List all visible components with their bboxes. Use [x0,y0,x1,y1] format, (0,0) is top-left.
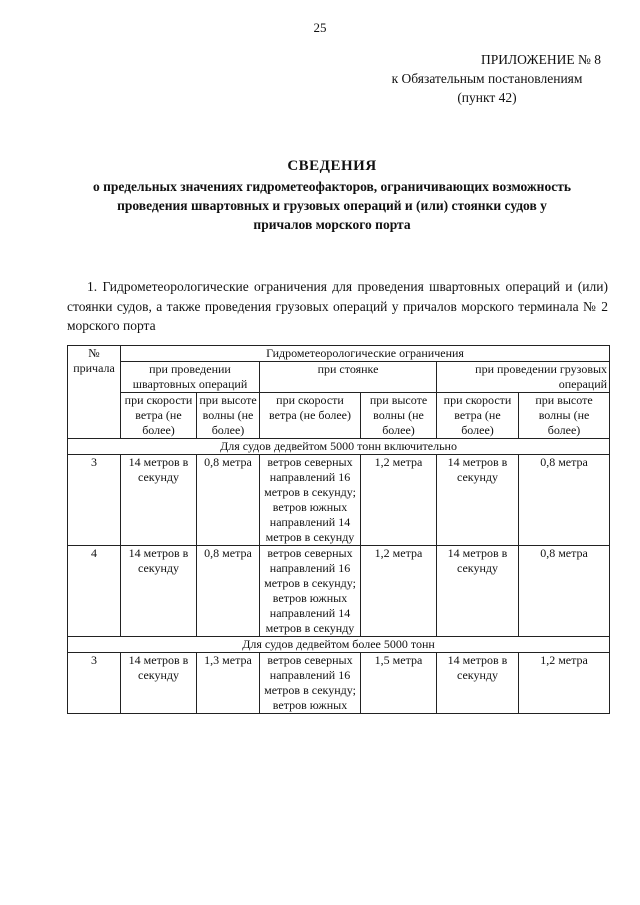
header-anchoring: при стоянке [260,362,437,393]
header-wind-speed: при скорости ветра (не более) [121,393,197,439]
cell-mooring-wind: 14 метров в секунду [121,653,197,714]
cell-berth: 3 [68,653,121,714]
cell-mooring-wave: 0,8 метра [197,546,260,637]
header-cargo-wave: при высоте волны (не более) [519,393,610,439]
appendix-title: ПРИЛОЖЕНИЕ № 8 [480,52,601,67]
section-row [68,439,610,455]
section-label-1: Для судов дедвейтом 5000 тонн включительно [68,439,610,455]
cell-cargo-wave: 1,2 метра [519,653,610,714]
cell-anchor-wind [260,653,361,714]
cell-anchor-wave: 1,2 метра [361,546,437,637]
intro-paragraph [67,277,608,336]
document-title: СВЕДЕНИЯ [287,158,377,174]
cell-mooring-wind: 14 метров в секунду [121,546,197,637]
header-wave-height: при высоте волны (не более) [197,393,260,439]
header-anchor-wave: при высоте волны (не более) [361,393,437,439]
table-row [68,653,610,714]
cell-cargo-wind: 14 метров в секунду [437,455,519,546]
cell-anchor-wave: 1,2 метра [361,455,437,546]
cell-cargo-wind: 14 метров в секунду [437,653,519,714]
appendix-block [367,50,607,107]
table-header-row [68,362,610,393]
appendix-reference: к Обязательным постановлениям [391,71,583,86]
cell-mooring-wind: 14 метров в секунду [121,455,197,546]
cell-anchor-wave: 1,5 метра [361,653,437,714]
header-restrictions: Гидрометеорологические ограничения [121,346,610,362]
document-heading [40,156,624,233]
section-label-2: Для судов дедвейтом более 5000 тонн [68,637,610,653]
header-berth-no: № причала [68,346,121,439]
cell-mooring-wave: 1,3 метра [197,653,260,714]
table-row [68,455,610,546]
section-row [68,637,610,653]
document-subtitle-2: проведения швартовных и грузовых операций и (или) стоянки судов у [117,198,547,213]
cell-anchor-wind: ветров северных направлений 16 метров в секунду; ветров южных направлений 14 метров в секунду [260,455,361,546]
document-subtitle-1: о предельных значениях гидрометеофакторов, ограничивающих возможность [93,179,571,194]
restrictions-table [67,345,610,714]
cell-berth: 4 [68,546,121,637]
cell-mooring-wave: 0,8 метра [197,455,260,546]
page-number: 25 [313,20,327,35]
header-mooring: при проведении швартовных операций [121,362,260,393]
cell-anchor-wind: ветров северных направлений 16 метров в секунду; ветров южных направлений 14 метров в секунду [260,546,361,637]
header-anchor-wind: при скорости ветра (не более) [260,393,361,439]
cell-cargo-wave: 0,8 метра [519,546,610,637]
header-cargo: при проведении грузовых операций [437,362,610,393]
cell-anchor-wind-text: ветров северных направлений 16 метров в секунду; ветров южных [264,653,356,712]
header-cargo-wind: при скорости ветра (не более) [437,393,519,439]
intro-text: 1. Гидрометеорологические ограничения для проведения швартовных операций и (или) стоянки судов, а также проведения грузовых операций у причалов морского терминала № 2 морского порта [67,279,608,333]
document-subtitle-3: причалов морского порта [253,217,411,232]
appendix-clause: (пункт 42) [457,90,517,105]
cell-cargo-wind: 14 метров в секунду [437,546,519,637]
cell-berth: 3 [68,455,121,546]
table-row [68,546,610,637]
cell-cargo-wave: 0,8 метра [519,455,610,546]
table-header-row [68,346,610,362]
table-header-row [68,393,610,439]
